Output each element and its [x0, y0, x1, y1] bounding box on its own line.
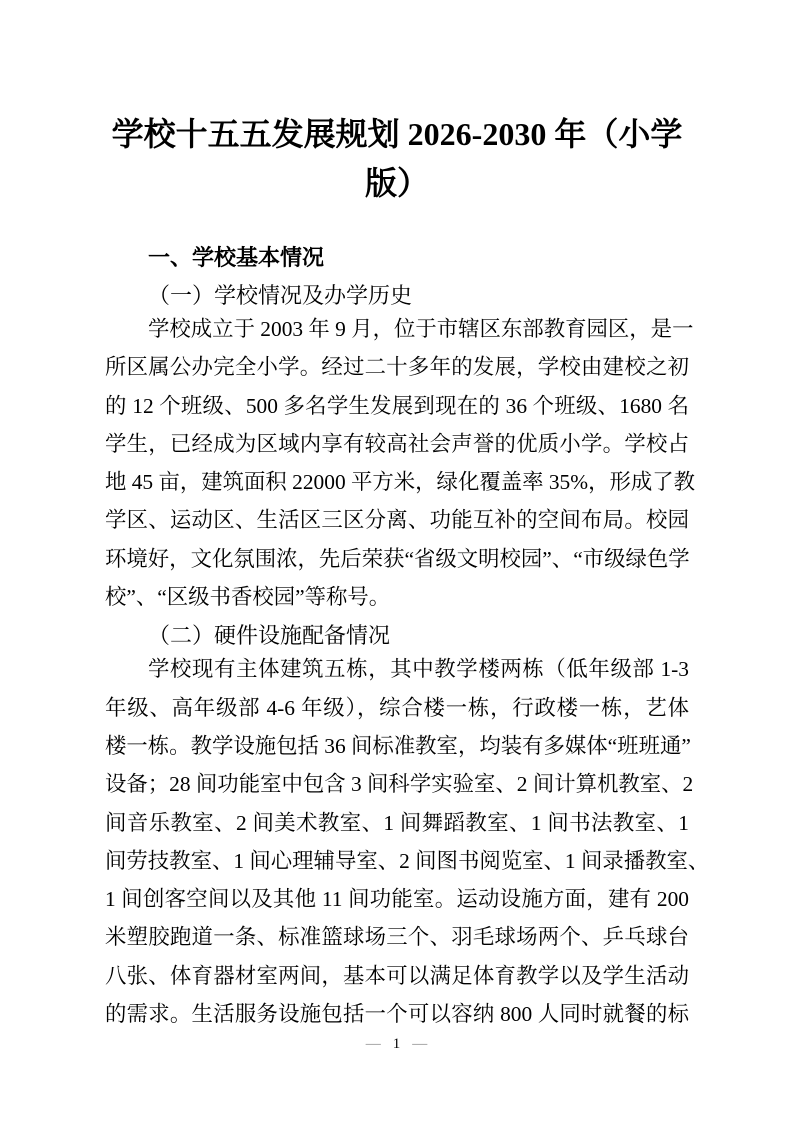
footer-dash-right: —: [412, 1036, 428, 1052]
document-title-line-1: 学校十五五发展规划 2026-2030 年（小学: [111, 116, 683, 152]
body-line: 间音乐教室、2 间美术教室、1 间舞蹈教室、1 间书法教室、1: [105, 810, 689, 835]
body-line: 八张、体育器材室两间，基本可以满足体育教学以及学生活动: [105, 963, 689, 988]
document-title: [105, 110, 689, 208]
paragraph-1: [105, 310, 696, 616]
body-line: 设备；28 间功能室中包含 3 间科学实验室、2 间计算机教室、2: [105, 772, 694, 797]
body-line: 校”、“区级书香校园”等称号。: [105, 585, 391, 610]
body-line: 环境好，文化氛围浓，先后荣获“省级文明校园”、“市级绿色学: [105, 546, 690, 571]
body-line: 年级、高年级部 4-6 年级），综合楼一栋，行政楼一栋，艺体: [105, 695, 689, 720]
page-number: 1: [392, 1036, 401, 1052]
subsection-heading-2: （二）硬件设施配备情况: [148, 623, 391, 649]
paragraph-2: [105, 650, 710, 1033]
body-line: 的 12 个班级、500 多名学生发展到现在的 36 个班级、1680 名: [105, 393, 689, 418]
body-line: 米塑胶跑道一条、标准篮球场三个、羽毛球场两个、乒乓球台: [105, 925, 689, 950]
footer-dash-left: —: [365, 1036, 381, 1052]
body-line: 学校现有主体建筑五栋，其中教学楼两栋（低年级部 1-3: [148, 657, 689, 682]
body-line: 学区、运动区、生活区三区分离、功能互补的空间布局。校园: [105, 508, 689, 533]
body-line: 1 间创客空间以及其他 11 间功能室。运动设施方面，建有 200: [105, 887, 689, 912]
body-line: 楼一栋。教学设施包括 36 间标准教室，均装有多媒体“班班通”: [105, 733, 691, 758]
body-line: 的需求。生活服务设施包括一个可以容纳 800 人同时就餐的标: [105, 1002, 689, 1027]
document-content: [105, 0, 710, 1033]
body-line: 学校成立于 2003 年 9 月，位于市辖区东部教育园区，是一: [148, 317, 694, 341]
body-line: 学生，已经成为区域内享有较高社会声誉的优质小学。学校占: [105, 431, 689, 456]
page-number-footer: [0, 1034, 793, 1054]
section-heading: 一、学校基本情况: [148, 245, 325, 270]
body-line: 间劳技教室、1 间心理辅导室、2 间图书阅览室、1 间录播教室、: [105, 848, 710, 873]
subsection-heading-1: （一）学校情况及办学历史: [148, 283, 413, 308]
body-line: 所区属公办完全小学。经过二十多年的发展，学校由建校之初: [105, 355, 689, 380]
document-title-line-2: 版）: [364, 165, 429, 201]
body-line: 地 45 亩，建筑面积 22000 平方米，绿化覆盖率 35%，形成了教: [105, 470, 696, 495]
